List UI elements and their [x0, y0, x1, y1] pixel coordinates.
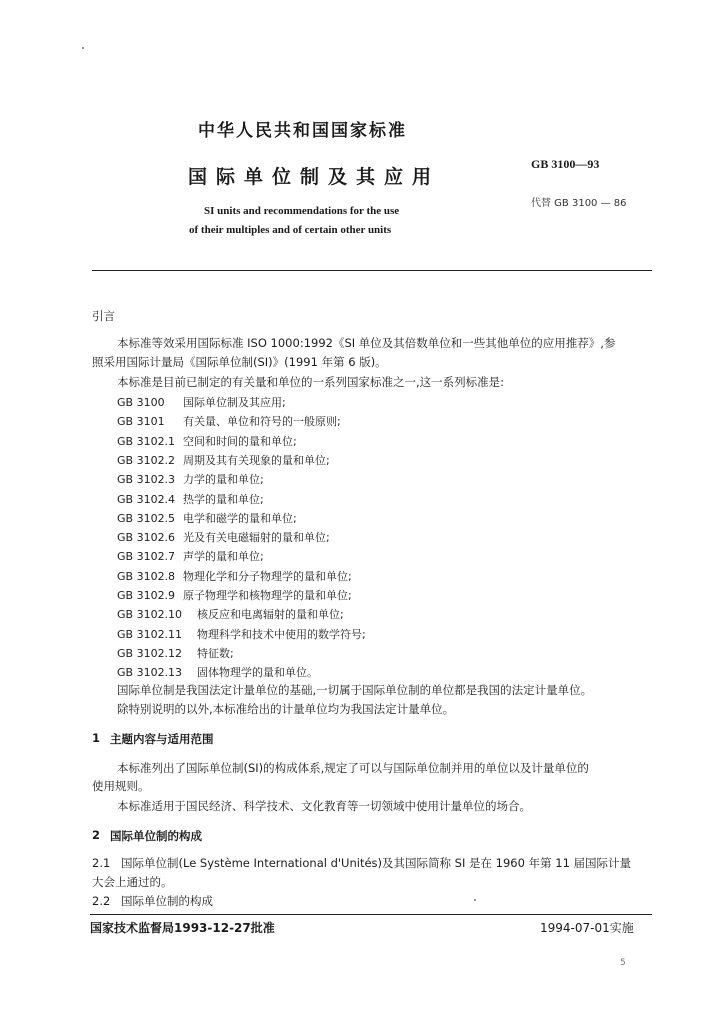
effective-date: 1994-07-01实施 [540, 921, 634, 935]
document-title-en-line2: of their multiples and of certain other units [189, 224, 392, 236]
series-item [117, 587, 352, 603]
series-item [117, 510, 297, 526]
series-item-title: 有关量、单位和符号的一般原则; [183, 415, 341, 428]
section2-1-number: 2.1 [92, 856, 111, 870]
series-item-title: 核反应和电离辐射的量和单位; [197, 608, 344, 621]
series-item-code: GB 3102.10 [117, 608, 183, 621]
section2-2-text: 国际单位制的构成 [121, 894, 213, 908]
series-item-code: GB 3102.8 [117, 570, 176, 583]
scan-speck [82, 47, 84, 49]
series-item [117, 664, 318, 680]
series-item-title: 原子物理学和核物理学的量和单位; [183, 589, 352, 602]
replaces-standard: 代替 GB 3100 — 86 [531, 198, 627, 209]
series-item-title: 物理科学和技术中使用的数学符号; [197, 628, 366, 641]
page-number: 5 [620, 958, 626, 968]
series-item [117, 626, 366, 642]
series-item [117, 452, 330, 468]
series-item-code: GB 3102.6 [117, 531, 176, 544]
series-item [117, 394, 286, 410]
series-item-title: 物理化学和分子物理学的量和单位; [183, 570, 352, 583]
series-item-code: GB 3100 [117, 396, 165, 409]
approval-date: 国家技术监督局1993-12-27批准 [90, 921, 275, 935]
document-title-cn: 国际单位制及其应用 [188, 166, 441, 188]
national-standard-heading: 中华人民共和国国家标准 [198, 121, 407, 141]
series-item-code: GB 3102.11 [117, 628, 183, 641]
series-item-title: 特征数; [197, 647, 234, 660]
series-item-code: GB 3101 [117, 415, 165, 428]
series-item [117, 491, 264, 507]
series-item-code: GB 3102.9 [117, 589, 176, 602]
series-item-title: 热学的量和单位; [183, 493, 264, 506]
series-item-title: 电学和磁学的量和单位; [183, 512, 297, 525]
series-item-title: 声学的量和单位; [183, 550, 264, 563]
standard-number: GB 3100—93 [531, 157, 600, 171]
series-item-code: GB 3102.12 [117, 647, 183, 660]
intro-para2: 本标准是目前已制定的有关量和单位的一系列国家标准之一,这一系列标准是: [117, 375, 505, 389]
series-item [117, 471, 264, 487]
footer-divider [90, 914, 652, 915]
intro-para1-line1: 本标准等效采用国际标准 ISO 1000:1992《SI 单位及其倍数单位和一些其他单位的应用推荐》,参 [117, 336, 616, 350]
series-item-code: GB 3102.1 [117, 435, 176, 448]
series-item-code: GB 3102.3 [117, 473, 176, 486]
intro-heading: 引言 [92, 309, 115, 323]
series-item-code: GB 3102.4 [117, 493, 176, 506]
series-item-title: 国际单位制及其应用; [183, 396, 286, 409]
intro-para1-line2: 照采用国际计量局《国际单位制(SI)》(1991 年第 6 版)。 [92, 355, 387, 369]
series-item-title: 空间和时间的量和单位; [183, 435, 297, 448]
intro-para4: 除特别说明的以外,本标准给出的计量单位均为我国法定计量单位。 [117, 702, 455, 716]
series-item-code: GB 3102.7 [117, 550, 176, 563]
section1-para1-line2: 使用规则。 [92, 779, 150, 793]
series-item [117, 529, 330, 545]
series-item-code: GB 3102.13 [117, 666, 183, 679]
section2-number: 2 [92, 828, 101, 842]
series-item [117, 413, 341, 429]
series-item [117, 548, 264, 564]
intro-para3: 国际单位制是我国法定计量单位的基础,一切属于国际单位制的单位都是我国的法定计量单位。 [117, 683, 593, 697]
series-item-title: 固体物理学的量和单位。 [197, 666, 318, 679]
section2-2-number: 2.2 [92, 894, 111, 908]
series-item [117, 568, 352, 584]
section2-1-line2: 大会上通过的。 [92, 875, 173, 889]
section1-heading: 主题内容与适用范围 [110, 732, 214, 746]
series-item-code: GB 3102.5 [117, 512, 176, 525]
series-item [117, 433, 297, 449]
header-divider [92, 270, 652, 271]
document-title-en-line1: SI units and recommendations for the use [204, 205, 400, 217]
section2-heading: 国际单位制的构成 [110, 829, 202, 843]
series-item-code: GB 3102.2 [117, 454, 176, 467]
scan-speck [474, 899, 476, 901]
series-item [117, 645, 234, 661]
series-item-title: 力学的量和单位; [183, 473, 264, 486]
section2-1-line1: 国际单位制(Le Système International d'Unités)及其国际简称 SI 是在 1960 年第 11 届国际计量 [121, 856, 632, 870]
section1-para1-line1: 本标准列出了国际单位制(SI)的构成体系,规定了可以与国际单位制并用的单位以及计量单位的 [117, 761, 589, 775]
section1-number: 1 [92, 731, 101, 745]
series-item [117, 606, 344, 622]
section1-para2: 本标准适用于国民经济、科学技术、文化教育等一切领域中使用计量单位的场合。 [117, 799, 531, 813]
series-item-title: 光及有关电磁辐射的量和单位; [183, 531, 330, 544]
series-item-title: 周期及其有关现象的量和单位; [183, 454, 330, 467]
